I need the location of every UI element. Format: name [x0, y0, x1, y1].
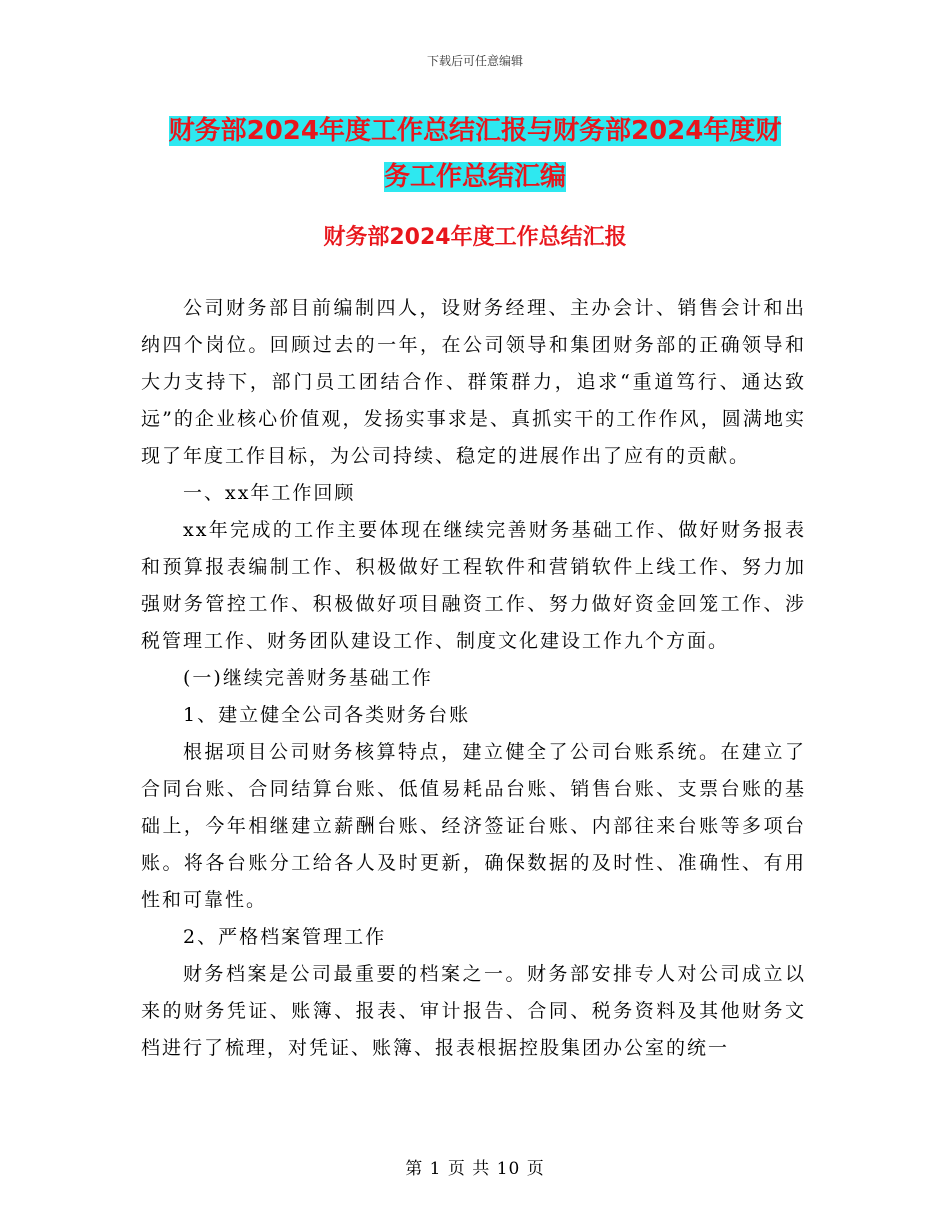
paragraph: 2、严格档案管理工作 [183, 926, 387, 948]
paragraph: 根据项目公司财务核算特点，建立健全了公司台账系统。在建立了合同台账、合同结算台账、低值易耗品台账、销售台账、支票台账的基础上，今年相继建立薪酬台账、经济签证台账、内部往来台账等多项台账。将各台账分工给各人及时更新，确保数据的及时性、准确性、有用性和可靠性。 [141, 741, 806, 911]
paragraph: 财务档案是公司最重要的档案之一。财务部安排专人对公司成立以来的财务凭证、账簿、报表、审计报告、合同、税务资料及其他财务文档进行了梳理，对凭证、账簿、报表根据控股集团办公室的统一 [141, 963, 806, 1059]
paragraph: (一)继续完善财务基础工作 [183, 667, 433, 689]
document-body [141, 290, 806, 1067]
paragraph: xx年完成的工作主要体现在继续完善财务基础工作、做好财务报表和预算报表编制工作、积极做好工程软件和营销软件上线工作、努力加强财务管控工作、积极做好项目融资工作、努力做好资金回笼工作、涉税管理工作、财务团队建设工作、制度文化建设工作九个方面。 [141, 519, 806, 652]
document-title-line-1: 财务部2024年度工作总结汇报与财务部2024年度财 [168, 116, 782, 146]
section-title: 财务部2024年度工作总结汇报 [323, 225, 627, 250]
header-note: 下载后可任意编辑 [426, 54, 523, 68]
document-title [140, 108, 810, 200]
paragraph: 一、xx年工作回顾 [183, 482, 356, 504]
page-number-footer: 第 1 页 共 10 页 [405, 1159, 545, 1179]
paragraph: 1、建立健全公司各类财务台账 [183, 704, 471, 726]
document-title-line-2: 务工作总结汇编 [383, 162, 566, 192]
paragraph: 公司财务部目前编制四人，设财务经理、主办会计、销售会计和出纳四个岗位。回顾过去的一年，在公司领导和集团财务部的正确领导和大力支持下，部门员工团结合作、群策群力，追求“重道笃行、通达致远”的企业核心价值观，发扬实事求是、真抓实干的工作作风，圆满地实现了年度工作目标，为公司持续、稳定的进展作出了应有的贡献。 [141, 297, 806, 467]
